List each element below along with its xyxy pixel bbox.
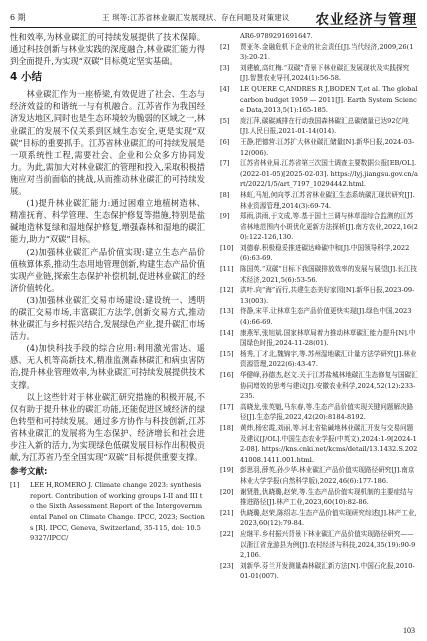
- page-number: 103: [403, 626, 415, 635]
- section-title: 4 小结: [10, 71, 42, 84]
- reference-number: [23]: [220, 561, 234, 570]
- reference-number: [10]: [220, 243, 234, 252]
- reference-text: 陈国英.“双碳”目标下我国碳排放效率的发展与展望[J].长江技术经济,2021,5(6):53-56.: [240, 265, 417, 284]
- reference-text: 应继平.乡村振兴背景下林业碳汇产品价值实现路径研究——以浙江省龙游县为例[J].农村经济与科技,2024,35(19):90-92,106.: [240, 529, 416, 560]
- reference-number: [6]: [220, 137, 230, 146]
- reference-item: [220, 465, 418, 486]
- reference-item: [220, 264, 418, 285]
- reference-text: 洪叶.向“海”而行,共建生态美好家园[N].新华日报,2023-09-13(003).: [240, 286, 415, 305]
- reference-text: 贾亚冬.金融危机下企业的社会责任[J].当代经济,2009,26(13):20-21.: [240, 42, 414, 62]
- measure-paragraph-4: (4)加快科技手段的综合应用:利用激光雷达、遥感、无人机等高新技术,精准监测森林碳汇和病虫害防治,提升林业管理效率,为林业碳汇可持续发展提供技术支撑。: [10, 343, 205, 390]
- reference-number: [22]: [220, 529, 234, 538]
- reference-number: [16]: [220, 371, 234, 379]
- reference-number: [12]: [220, 286, 234, 295]
- reference-number: [3]: [220, 63, 230, 72]
- reference-number: [15]: [220, 349, 234, 358]
- reference-text: 郑雨,洪雨,于文成,等.基于国土三调与林草湿综合监测的江苏省林地范围内小斑优化更新方法探析[J].南方农业,2022,16(20):122-126,130.: [240, 212, 418, 242]
- reference-number: [18]: [220, 423, 234, 432]
- reference-item: [220, 285, 418, 306]
- reference-number: [5]: [220, 116, 230, 125]
- running-title: 王 琪等:江苏省林业碳汇发展现状、存在问题及对策建议: [102, 13, 290, 22]
- reference-text: LE QUERE C,ANDRES R J,BODEN T,et al. The global carbon budget 1959 — 2011[J]. Earth System Science Data,2013,5(1):165-185.: [240, 84, 418, 115]
- summary-paragraph: 林业碳汇作为一座桥梁,有效促进了社会、生态与经济效益的和谐统一与有机融合。江苏省作为我国经济发达地区,同时也是生态环境较为脆弱的区域之一,林业碳汇的发展不仅关系到区域生态安全,更是实现“双碳”目标的重要抓手。江苏省林业碳汇的可持续发展是一项系统性工程,需要社会、企业和公众多方协同发力。为此,需加大对林业碳汇的管理和投入,采取积极措施应对当前面临的挑战,从而推动林业碳汇的可持续发展。: [10, 89, 205, 197]
- reference-text: 刘建敏,高红梅.“双碳”背景下林业碳汇发展现状及实践探究[J].智慧农业导刊,2024(1):56-58.: [240, 63, 410, 83]
- reference-item: [220, 190, 418, 211]
- reference-item: [10, 480, 205, 544]
- reference-item: [220, 42, 418, 63]
- reference-number: [19]: [220, 466, 234, 475]
- reference-text: 杨秀,丁才北,魏锦宇,等.苏州湿地碳汇计量方法学研究[J].林业资源管理,2022(6):43-47.: [240, 349, 417, 369]
- reference-item: [220, 370, 418, 402]
- reference-item: [220, 306, 418, 327]
- reference-text: 谢贤胜,仇晓璐,赵荣,等.生态产品价值实现机制的主要症结与推进路径[J].林产工业,2023,60(10):82-86.: [240, 487, 414, 507]
- reference-list: [220, 42, 418, 582]
- conclusion-paragraph: 以上这些针对于林业碳汇研究措施的积极开展,不仅有助于提升林业的碳汇功能,还能促进区域经济的绿色转型和可持续发展。通过多方协作与科技创新,江苏省林业碳汇的发展将为生态保护、经济增长和社会进步注入新的活力,为实现绿色低碳发展目标作出积极贡献,为江苏省乃至全国实现“双碳”目标提供重要支撑。: [10, 391, 205, 463]
- intro-paragraph: 性和效率,为林业碳汇的可持续发展提供了技术保障。通过科技创新与林业实践的深度融合,林业碳汇能力得到全面提升,为实现“双碳”目标奠定坚实基础。: [10, 32, 205, 67]
- reference-number: [2]: [220, 42, 230, 51]
- reference-item: [220, 158, 418, 190]
- references-heading: 参考文献:: [10, 467, 48, 478]
- reference-number: [11]: [220, 265, 234, 274]
- issue-number: 6 期: [10, 13, 26, 22]
- reference-text: 彭思羽,薛英,孙少华.林业碳汇产品价值实现路径研究[J].南京林业大学学报(自然科学版),2022,46(6):177-186.: [240, 466, 415, 485]
- reference-number: [21]: [220, 508, 234, 517]
- reference-text: LEE H,ROMERO J. Climate change 2023: synthesis report. Contribution of working groups I-II and III to the Sixth Assessment Report of the Intergovernmental Panel on Climate Change. IPCC, 2023; Sections [R]. IPCC, Geneva, Switzerland, 35-115, doi: 10.59327/IPCC/: [30, 481, 205, 543]
- reference-item: [220, 349, 418, 370]
- reference-number: [14]: [220, 328, 234, 337]
- reference-item: [220, 243, 418, 264]
- reference-text: 王静,把德营.江苏扩大林业碳汇储量[N].新华日报,2024-03-12(006).: [240, 137, 415, 157]
- reference-number: [7]: [220, 159, 230, 168]
- reference-text: 江苏省林业局.江苏省第三次国土调查主要数据公报[EB/OL].(2022-01-05)[2025-02-03]. https://lyj.jiangsu.gov.cn/art/2022/1/5/art_7197_10294442.html.: [240, 159, 418, 189]
- reference-text: 林虹,马旭,何向苓.江苏省林业碳汇生态系统碳汇现状研究[J].林业资源管理,2014(3):69-74.: [240, 190, 415, 210]
- reference-continuation: AR6-9789291691647.: [240, 32, 313, 40]
- reference-text: 庞江萍,碳碳减排在行动我国森林碳汇总碳储量已达92亿吨[J].人民日报,2021-01-14(014).: [240, 116, 409, 136]
- journal-name: 农业经济与管理: [315, 12, 417, 28]
- measure-paragraph-3: (3)加强林业碳汇交易市场建设:建设统一、透明的碳汇交易市场,丰富碳汇方法学,创新交易方式,推动林业碳汇与乡村振兴结合,发展绿色产业,提升碳汇市场活力。: [10, 294, 205, 342]
- reference-text: 康燕军,张旭斌.国家林草局着力推动林草碳汇能力提升[N].中国绿色时报,2024-11-28(01).: [240, 328, 416, 348]
- reference-text: 仇晓璐,赵荣,陈绍志.生态产品价值实现研究综述[J].林产工业,2023,60(12):79-84.: [240, 508, 417, 528]
- reference-item: [220, 63, 418, 84]
- left-column: [10, 31, 205, 544]
- reference-text: 高晓龙,张英魁,马东春,等.生态产品价值实现关键问题解决路径[J].生态学报,2022,42(20):8184-8192.: [240, 402, 414, 422]
- reference-number: [17]: [220, 402, 234, 411]
- reference-item: [220, 137, 418, 158]
- reference-text: 刘德春.积极稳妥推进碳达峰碳中和[J].中国领导科学,2022(6):63-69.: [240, 243, 410, 263]
- reference-number: [20]: [220, 487, 234, 496]
- reference-text: 佟静,宋平.让林草生态产品价值更快实现[J].绿色中国,2023(4):66-69.: [240, 307, 412, 327]
- right-column: [220, 31, 418, 582]
- reference-text: 黄炜,杨宏霞,刘丽,等.河北省盐碱地林业碳汇开发与交易问题及建议[J/OL].中国生态农业学报(中英文),2024:1-9[2024-12-08]. https://kns.cnki.net/kcms/detail/13.1432.S.20241008.1411.001.html.: [240, 423, 418, 464]
- reference-number: [13]: [220, 307, 234, 316]
- reference-item: [220, 561, 418, 582]
- reference-text: 刘新华.芬兰开发测量森林碳汇新方法[N].中国石化报,2010-01-01(007).: [240, 561, 415, 581]
- measure-paragraph-2: (2)加强林业碳汇产品价值实现:建立生态产品价值核算体系,推动生态用地管理创新,构建生态产品价值实现产业链,探索生态保护补偿机制,促进林业碳汇的经济价值转化。: [10, 246, 205, 293]
- reference-item: [220, 487, 418, 508]
- reference-item: [220, 116, 418, 137]
- reference-item: [220, 211, 418, 243]
- reference-item: [220, 328, 418, 349]
- reference-number: [4]: [220, 84, 230, 93]
- reference-item: [220, 423, 418, 465]
- reference-text: 华健峰,孙德杰,赵文.关于江苏盐城林地碳汇生态修复与国碳汇协同增效的思考与建议[J].安徽农业科学,2024,52(12):233-235.: [240, 371, 418, 401]
- reference-item: [220, 402, 418, 423]
- reference-item: [220, 508, 418, 529]
- running-header: [10, 6, 417, 28]
- reference-item: [220, 529, 418, 561]
- reference-number: [1]: [10, 481, 20, 490]
- reference-item: [220, 84, 418, 116]
- reference-number: [8]: [220, 190, 230, 199]
- reference-number: [9]: [220, 212, 230, 221]
- measure-paragraph-1: (1)提升林业碳汇能力:通过困难立地植树造林、精准抚育、科学管理、生态保护修复等措施,特别是盐碱地造林复绿和湿地保护修复,增强森林和湿地的碳汇能力,助力“双碳”目标。: [10, 198, 205, 245]
